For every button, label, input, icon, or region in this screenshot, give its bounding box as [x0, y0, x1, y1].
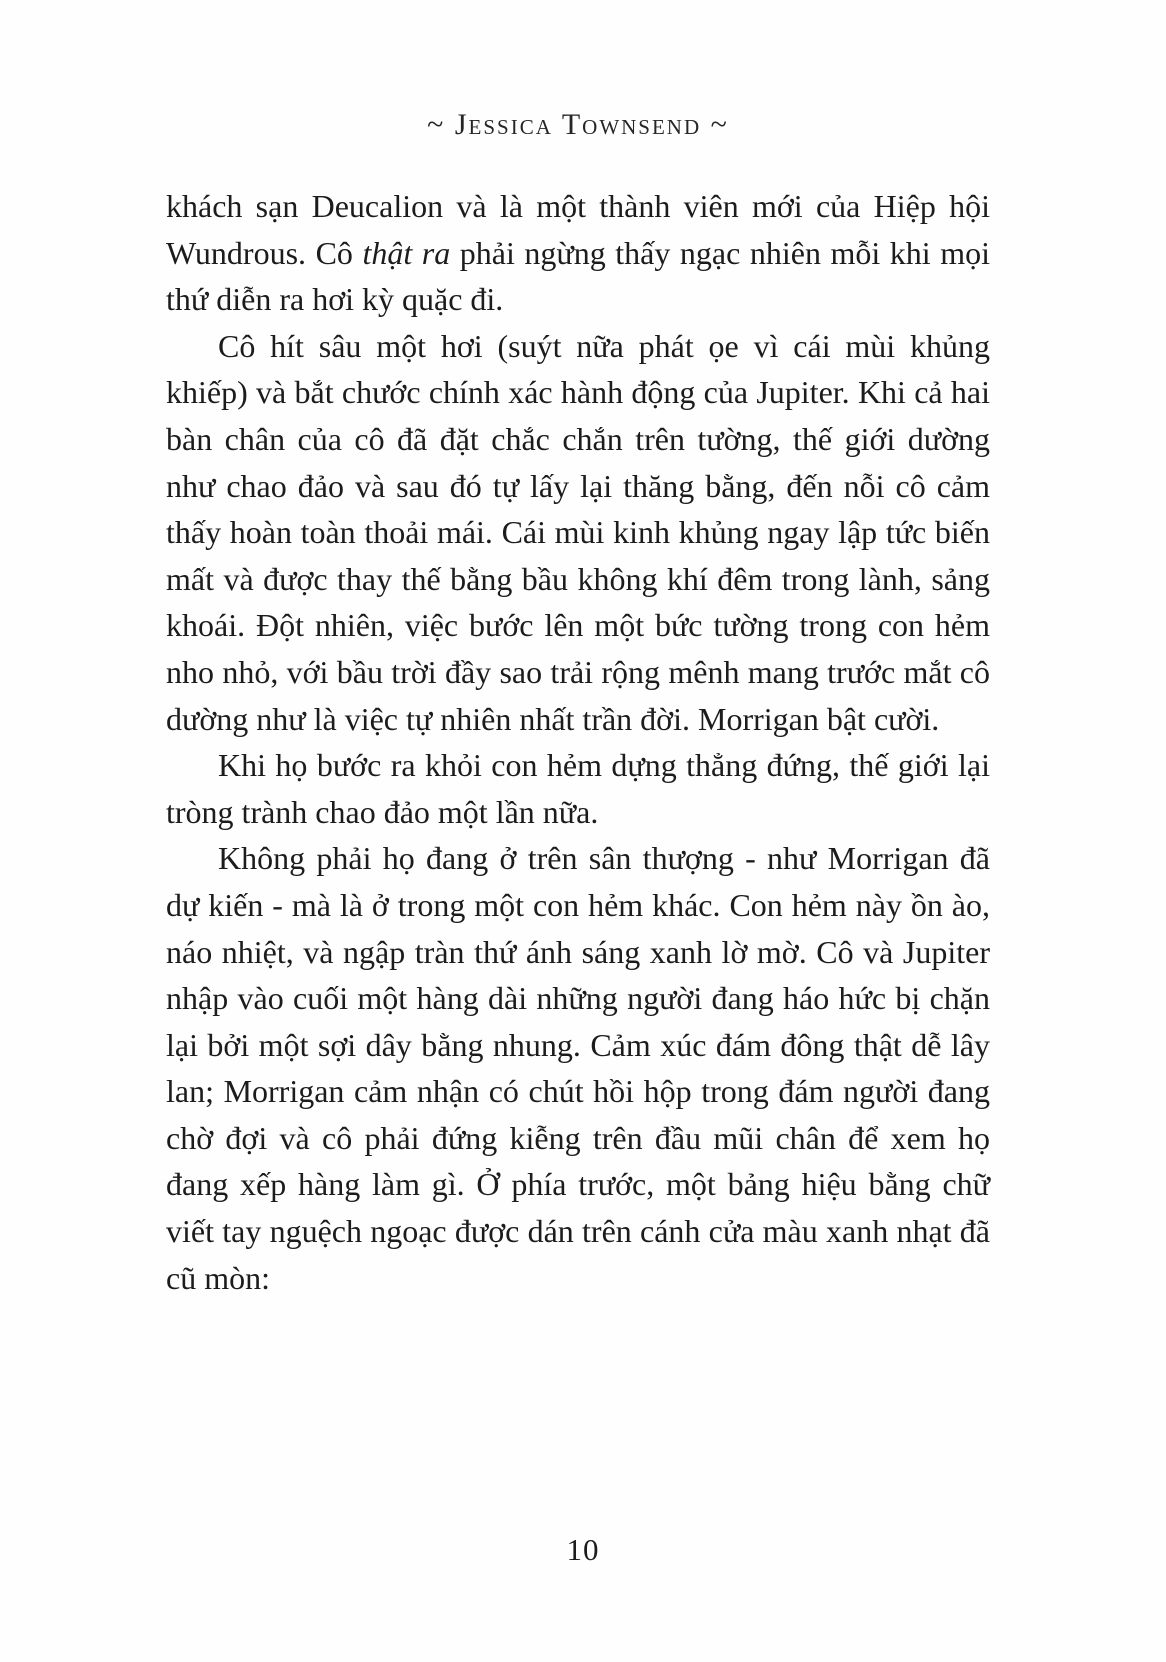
italic-text-segment: thật ra — [362, 234, 451, 271]
paragraph — [166, 742, 990, 835]
page-number: 10 — [566, 1532, 600, 1567]
text-segment: Cô hít sâu một hơi (suýt nữa phát ọe vì cái mùi khủng khiếp) và bắt chước chính xác hành động của Jupiter. Khi cả hai bàn chân của cô đã đặt chắc chắn trên tường, thế giới dường như chao đảo và sau đó tự lấy lại thăng bằng, đến nỗi cô cảm thấy hoàn toàn thoải mái. Cái mùi kinh khủng ngay lập tức biến mất và được thay thế bằng bầu không khí đêm trong lành, sảng khoái. Đột nhiên, việc bước lên một bức tường trong con hẻm nho nhỏ, với bầu trời đầy sao trải rộng mênh mang trước mắt cô dường như là việc tự nhiên nhất trần đời. Morrigan bật cười. — [166, 327, 990, 737]
paragraph — [166, 183, 990, 323]
running-header — [166, 108, 990, 142]
text-segment: Không phải họ đang ở trên sân thượng - như Morrigan đã dự kiến - mà là ở trong một con hẻm khác. Con hẻm này ồn ào, náo nhiệt, và ngập tràn thứ ánh sáng xanh lờ mờ. Cô và Jupiter nhập vào cuối một hàng dài những người đang háo hức bị chặn lại bởi một sợi dây bằng nhung. Cảm xúc đám đông thật dễ lây lan; Morrigan cảm nhận có chút hồi hộp trong đám người đang chờ đợi và cô phải đứng kiễng trên đầu mũi chân để xem họ đang xếp hàng làm gì. Ở phía trước, một bảng hiệu bằng chữ viết tay nguệch ngoạc được dán trên cánh cửa màu xanh nhạt đã cũ mòn: — [166, 840, 990, 1296]
text-segment: Khi họ bước ra khỏi con hẻm dựng thẳng đứng, thế giới lại tròng trành chao đảo một lần nữa. — [166, 747, 990, 830]
body-text — [166, 183, 990, 1301]
running-header-text: ~ Jessica Townsend ~ — [427, 108, 729, 141]
paragraph — [166, 835, 990, 1301]
paragraph — [166, 323, 990, 742]
text-segment: khách sạn Deucalion và là một thành viên mới của Hiệp hội Wundrous. Cô — [166, 188, 990, 271]
text-segment: phải ngừng thấy ngạc nhiên mỗi khi mọi thứ diễn ra hơi kỳ quặc đi. — [166, 234, 991, 318]
